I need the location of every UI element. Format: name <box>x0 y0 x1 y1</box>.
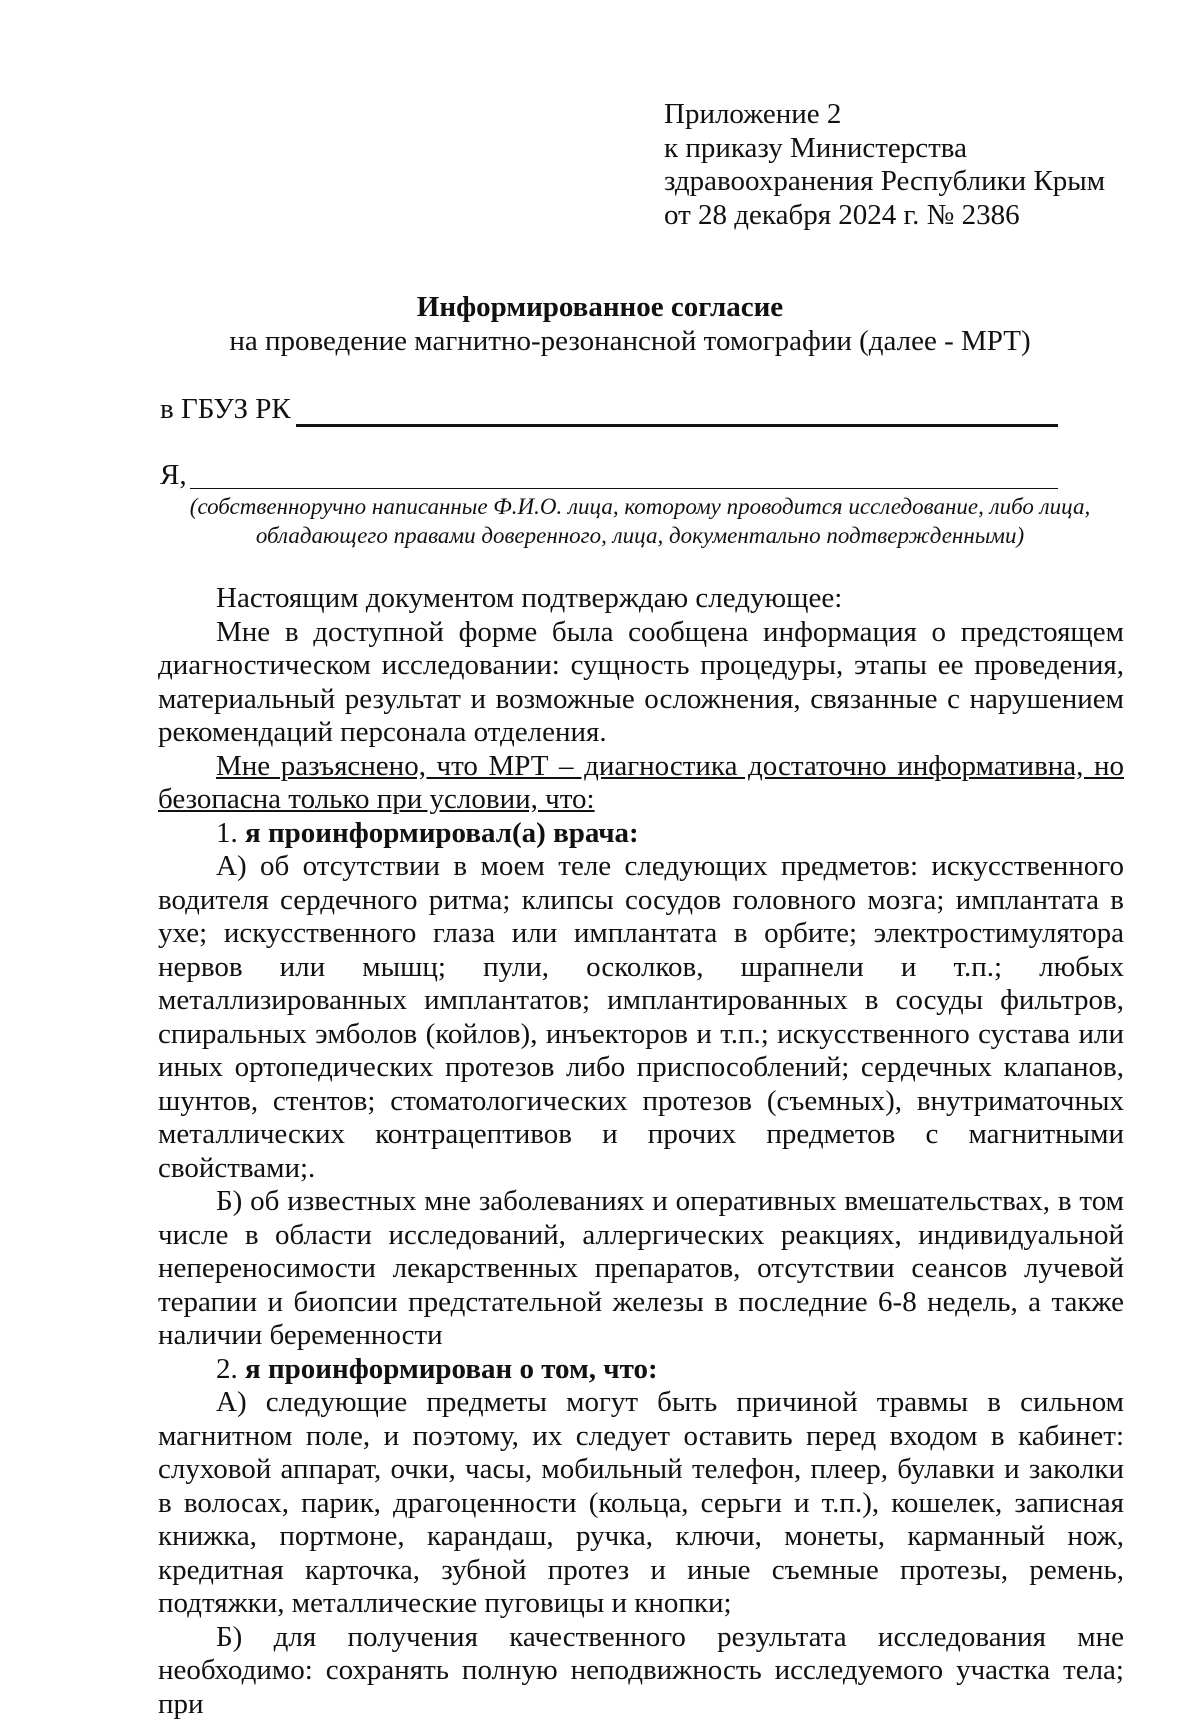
appendix-header <box>664 98 1105 232</box>
item1-number: 1. <box>216 817 238 849</box>
informed-paragraph: Мне в доступной форме была сообщена информация о предстоящем диагностическом исследовании: сущность процедуры, этапы ее проведения, материальный результат и возможные осложнения, связанные с нарушением рекомендаций персонала отделения. <box>158 616 1124 750</box>
item1-b-paragraph: Б) об известных мне заболеваниях и оперативных вмешательствах, в том числе в области исследований, аллергических реакциях, индивидуальной непереносимости лекарственных препаратов, отсутствии сеансов лучевой терапии и биопсии предстательной железы в последние 6-8 недель, а также наличии беременности <box>158 1185 1124 1353</box>
patient-name-blank-line[interactable] <box>190 488 1058 489</box>
document-subtitle: на проведение магнитно-резонансной томографии (далее - МРТ) <box>60 324 1200 358</box>
appendix-line: Приложение 2 <box>664 98 1105 132</box>
institution-field <box>160 392 291 426</box>
institution-label: в ГБУЗ РК <box>160 393 291 425</box>
item1-a-paragraph: А) об отсутствии в моем теле следующих предметов: искусственного водителя сердечного ритма; клипсы сосудов головного мозга; имплантата в ухе; искусственного глаза или имплантата в орбите; электростимулятора нервов или мышц; пули, осколков, шрапнели и т.п.; любых металлизированных имплантатов; имплантированных в сосуды фильтров, спиральных эмболов (койлов), инъекторов и т.п.; искусственного сустава или иных ортопедических протезов либо приспособлений; сердечных клапанов, шунтов, стентов; стоматологических протезов (съемных), внутриматочных металлических контрацептивов и прочих предметов с магнитными свойствами;. <box>158 850 1124 1185</box>
patient-name-hint: (собственноручно написанные Ф.И.О. лица, которому проводится исследование, либо лица, обладающего правами доверенного, лица, документально подтвержденными) <box>150 492 1130 550</box>
item2-b-paragraph: Б) для получения качественного результата исследования мне необходимо: сохранять полную неподвижность исследуемого участка тела; при <box>158 1621 1124 1721</box>
item1-heading: я проинформировал(а) врача: <box>245 817 639 849</box>
patient-name-label: Я, <box>160 459 187 491</box>
item2-heading: я проинформирован о том, что: <box>245 1353 658 1385</box>
item2-number: 2. <box>216 1353 238 1385</box>
appendix-line: здравоохранения Республики Крым <box>664 165 1105 199</box>
document-body <box>158 582 1124 1721</box>
item2-a-paragraph: А) следующие предметы могут быть причиной травмы в сильном магнитном поле, и поэтому, их следует оставить перед входом в кабинет: слуховой аппарат, очки, часы, мобильный телефон, плеер, булавки и заколки в волосах, парик, драгоценности (кольца, серьги и т.п.), кошелек, записная книжка, портмоне, карандаш, ручка, ключи, монеты, карманный нож, кредитная карточка, зубной протез и иные съемные протезы, ремень, подтяжки, металлические пуговицы и кнопки; <box>158 1386 1124 1621</box>
intro-paragraph: Настоящим документом подтверждаю следующее: <box>158 582 1124 616</box>
explained-paragraph: Мне разъяснено, что МРТ – диагностика достаточно информативна, но безопасна только при условии, что: <box>158 750 1124 817</box>
appendix-line: от 28 декабря 2024 г. № 2386 <box>664 199 1105 233</box>
document-title: Информированное согласие <box>0 290 1200 324</box>
institution-blank-line[interactable] <box>296 424 1058 427</box>
document-title-block <box>0 290 1200 358</box>
item2-heading-paragraph <box>158 1353 1124 1387</box>
patient-name-field <box>160 458 187 492</box>
item1-heading-paragraph <box>158 817 1124 851</box>
appendix-line: к приказу Министерства <box>664 132 1105 166</box>
